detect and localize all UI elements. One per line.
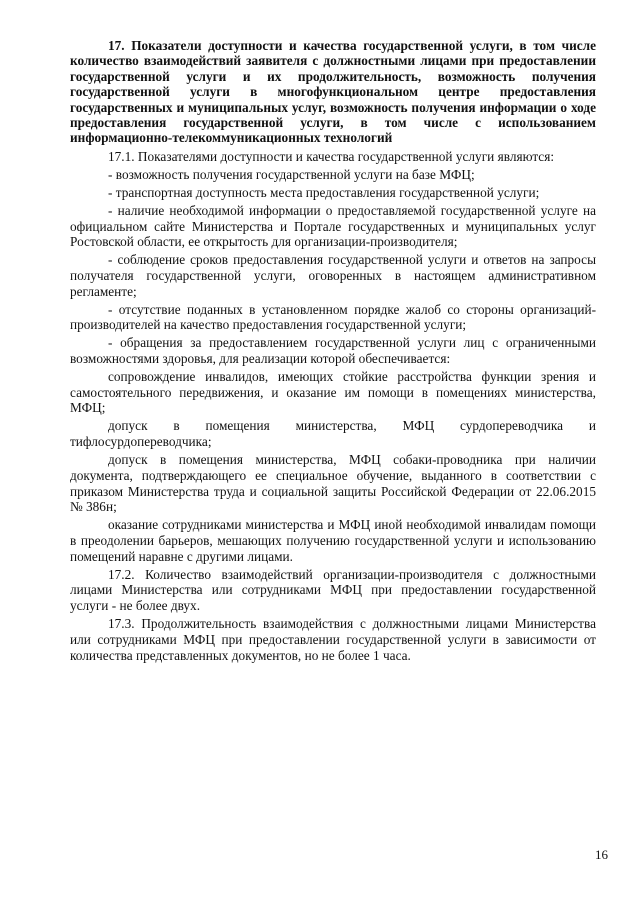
- paragraph-17-3: 17.3. Продолжительность взаимодействия с должностными лицами Министерства или сотрудниками МФЦ при предоставлении государственной услуги в зависимости от количества представленных документов, но не более 1 часа.: [70, 616, 596, 663]
- list-item-disabilities: - обращения за предоставлением государственной услуги лиц с ограниченными возможностями здоровья, для реализации которой обеспечивается:: [70, 335, 596, 367]
- list-item-complaints: - отсутствие поданных в установленном порядке жалоб со стороны организаций-производителей на качество предоставления государственной услуги;: [70, 301, 596, 333]
- paragraph-interpreter: допуск в помещения министерства, МФЦ сурдопереводчика и тифлосурдопереводчика;: [70, 418, 596, 450]
- list-item-information: - наличие необходимой информации о предоставляемой государственной услуге на официальном сайте Министерства и Портале государственных и муниципальных услуг Ростовской области, ее открытость для организации-производителя;: [70, 202, 596, 250]
- list-item-mfc: - возможность получения государственной услуги на базе МФЦ;: [108, 166, 475, 182]
- document-body: [70, 38, 596, 666]
- paragraph-17-1: 17.1. Показателями доступности и качества государственной услуги являются:: [108, 148, 555, 164]
- paragraph-escort: сопровождение инвалидов, имеющих стойкие расстройства функции зрения и самостоятельного передвижения, и оказание им помощи в помещениях министерства, МФЦ;: [70, 369, 596, 416]
- paragraph-guide-dog: допуск в помещения министерства, МФЦ собаки-проводника при наличии документа, подтверждающего ее специальное обучение, выданного в соответствии с приказом Министерства труда и социальной защиты Российской Федерации от 22.06.2015 № 386н;: [70, 452, 596, 515]
- list-item-transport: - транспортная доступность места предоставления государственной услуги;: [108, 184, 540, 200]
- paragraph-17-2: 17.2. Количество взаимодействий организации-производителя с должностными лицами Министерства или сотрудниками МФЦ при предоставлении государственной услуги - не более двух.: [70, 566, 596, 614]
- list-item-deadlines: - соблюдение сроков предоставления государственной услуги и ответов на запросы получателя государственной услуги, оговоренных в настоящем административном регламенте;: [70, 252, 596, 299]
- section-heading: 17. Показатели доступности и качества государственной услуги, в том числе количество взаимодействий заявителя с должностными лицами при предоставлении государственной услуги и их продолжительность, возможность получения государственной услуги в многофункциональном центре предоставления государственных и муниципальных услуг, возможность получения информации о ходе предоставления государственной услуги, в том числе с использованием информационно-телекоммуникационных технологий: [70, 38, 596, 146]
- paragraph-assistance: оказание сотрудниками министерства и МФЦ иной необходимой инвалидам помощи в преодолении барьеров, мешающих получению государственной услуги и использованию помещений наравне с другими лицами.: [70, 517, 596, 564]
- page-number: 16: [595, 847, 608, 862]
